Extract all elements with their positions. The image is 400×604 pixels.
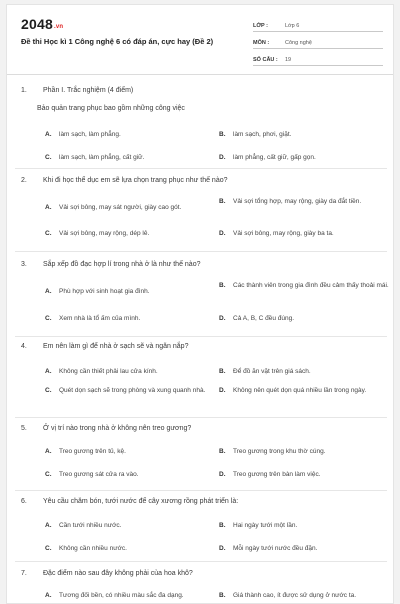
question-6: [7, 498, 394, 552]
divider: [15, 561, 387, 562]
option-text: làm sạch, làm phẳng.: [59, 131, 121, 138]
document-header: [7, 5, 393, 75]
option-letter: A.: [45, 368, 52, 375]
option-c[interactable]: [45, 229, 149, 239]
option-letter: A.: [45, 288, 52, 295]
question-number: 2.: [21, 177, 27, 184]
question-number: 4.: [21, 343, 27, 350]
option-text: Để đồ ăn vặt trên giá sách.: [233, 368, 311, 375]
meta-row-count: [253, 51, 383, 66]
option-c[interactable]: [45, 386, 215, 396]
option-text: Phù hợp với sinh hoạt gia đình.: [59, 288, 150, 295]
option-text: Vải sợi bông, may rộng, dép lê.: [59, 230, 150, 237]
site-logo[interactable]: [21, 16, 63, 32]
meta-label: SỐ CÂU :: [253, 57, 278, 63]
option-b[interactable]: [219, 367, 311, 377]
question-number: 3.: [21, 261, 27, 268]
option-d[interactable]: [219, 470, 321, 480]
document-page: [6, 4, 394, 604]
divider: [15, 336, 387, 337]
divider: [15, 251, 387, 252]
option-letter: A.: [45, 522, 52, 529]
question-3: [7, 261, 394, 322]
option-letter: C.: [45, 471, 52, 478]
option-text: làm phẳng, cất giữ, gấp gọn.: [233, 154, 316, 161]
option-letter: A.: [45, 204, 52, 211]
page-title: Đề thi Học kì 1 Công nghệ 6 có đáp án, cực hay (Đề 2): [21, 37, 214, 46]
option-letter: A.: [45, 131, 52, 138]
question-number: 7.: [21, 570, 27, 577]
option-letter: B.: [219, 282, 226, 289]
option-a[interactable]: [45, 367, 158, 377]
option-b[interactable]: [219, 281, 389, 291]
meta-value: Lớp 6: [285, 23, 300, 29]
meta-table: [253, 17, 383, 68]
question-header: [7, 177, 394, 184]
option-d[interactable]: [219, 229, 334, 239]
meta-label: MÔN :: [253, 40, 270, 46]
option-letter: B.: [219, 592, 226, 599]
option-letter: D.: [219, 387, 226, 394]
option-letter: C.: [45, 315, 52, 322]
option-text: làm sạch, phơi, giặt.: [233, 131, 292, 138]
option-c[interactable]: [45, 544, 127, 554]
question-header: [7, 425, 394, 432]
option-letter: A.: [45, 448, 52, 455]
question-header: [7, 343, 394, 350]
option-text: Treo gương trong khu thờ cúng.: [233, 448, 326, 455]
option-text: Không cần thiết phải lau cửa kính.: [59, 368, 158, 375]
question-text: Ở vị trí nào trong nhà ở không nên treo gương?: [43, 425, 192, 432]
option-b[interactable]: [219, 521, 297, 531]
question-number: 6.: [21, 498, 27, 505]
question-5: [7, 425, 394, 478]
option-text: Mỗi ngày tưới nước đều đặn.: [233, 545, 318, 552]
question-4: [7, 343, 394, 394]
meta-row-class: [253, 17, 383, 32]
question-number: 5.: [21, 425, 27, 432]
option-b[interactable]: [219, 197, 389, 207]
question-header: [7, 570, 394, 577]
option-letter: B.: [219, 198, 226, 205]
question-number: 1.: [21, 87, 27, 94]
option-c[interactable]: [45, 470, 139, 480]
question-7: [7, 570, 394, 599]
question-prompt: Bảo quản trang phục bao gồm những công việc: [37, 105, 185, 112]
option-letter: A.: [45, 592, 52, 599]
question-text: Đặc điểm nào sau đây không phải của hoa khô?: [43, 570, 193, 577]
option-a[interactable]: [45, 287, 150, 297]
option-c[interactable]: [45, 314, 140, 324]
divider: [15, 417, 387, 418]
question-2: [7, 177, 394, 237]
option-a[interactable]: [45, 203, 181, 213]
option-c[interactable]: [45, 153, 144, 163]
option-a[interactable]: [45, 447, 126, 457]
option-letter: B.: [219, 131, 226, 138]
option-d[interactable]: [219, 544, 317, 554]
question-1: [7, 87, 394, 161]
option-text: Xem nhà là tổ ấm của mình.: [59, 315, 141, 322]
option-letter: C.: [45, 154, 52, 161]
option-text: Vải sợi bông, may sát người, giày cao gót.: [59, 204, 182, 211]
divider: [15, 168, 387, 169]
question-text: Sắp xếp đồ đạc hợp lí trong nhà ở là như thế nào?: [43, 261, 201, 268]
option-text: Không cần nhiều nước.: [59, 545, 127, 552]
option-d[interactable]: [219, 314, 294, 324]
question-text: Em nên làm gì để nhà ở sạch sẽ và ngăn nắp?: [43, 343, 189, 350]
option-d[interactable]: [219, 386, 389, 396]
option-text: Cả A, B, C đều đúng.: [233, 315, 295, 322]
option-text: Quét dọn sạch sẽ trong phòng và xung quanh nhà.: [59, 387, 206, 394]
question-text: Khi đi học thể dục em sẽ lựa chọn trang phục như thế nào?: [43, 177, 228, 184]
option-b[interactable]: [219, 447, 326, 457]
option-text: Không nên quét dọn quá nhiều lần trong ngày.: [233, 387, 367, 394]
option-letter: D.: [219, 545, 226, 552]
option-text: Giá thành cao, ít được sử dụng ở nước ta.: [233, 592, 357, 599]
option-a[interactable]: [45, 130, 121, 140]
meta-value: Công nghệ: [285, 40, 312, 46]
option-text: Treo gương trên tủ, kệ.: [59, 448, 126, 455]
option-letter: D.: [219, 154, 226, 161]
option-letter: C.: [45, 230, 52, 237]
divider: [15, 490, 387, 491]
option-b[interactable]: [219, 130, 291, 140]
logo-text: 2048: [21, 16, 53, 32]
option-text: Tương đối bền, có nhiều màu sắc đa dạng.: [59, 592, 184, 599]
option-text: làm sạch, làm phẳng, cất giữ.: [59, 154, 145, 161]
option-text: Vải sợi bông, may rộng, giày ba ta.: [233, 230, 334, 237]
option-text: Treo gương trên bàn làm việc.: [233, 471, 321, 478]
option-letter: D.: [219, 471, 226, 478]
option-letter: D.: [219, 315, 226, 322]
option-letter: D.: [219, 230, 226, 237]
question-header: [7, 261, 394, 268]
option-a[interactable]: [45, 521, 121, 531]
question-text: Phần I. Trắc nghiệm (4 điểm): [43, 87, 134, 94]
option-letter: B.: [219, 368, 226, 375]
meta-label: LỚP :: [253, 23, 268, 29]
option-text: Treo gương sát cửa ra vào.: [59, 471, 139, 478]
option-text: Vải sợi tổng hợp, may rộng, giày da đắt tiền.: [233, 198, 362, 205]
option-d[interactable]: [219, 153, 316, 163]
option-letter: C.: [45, 387, 52, 394]
logo-suffix: .vn: [53, 24, 64, 30]
option-letter: B.: [219, 522, 226, 529]
option-text: Hai ngày tưới một lần.: [233, 522, 298, 529]
option-letter: C.: [45, 545, 52, 552]
meta-row-subject: [253, 34, 383, 49]
question-text: Yêu cầu chăm bón, tưới nước để cây xương rồng phát triển là:: [43, 498, 239, 505]
option-letter: B.: [219, 448, 226, 455]
question-header: [7, 87, 394, 94]
meta-value: 19: [285, 57, 292, 63]
option-text: Cần tưới nhiều nước.: [59, 522, 122, 529]
question-header: [7, 498, 394, 505]
option-text: Các thành viên trong gia đình đều cảm thấy thoải mái.: [233, 282, 389, 289]
